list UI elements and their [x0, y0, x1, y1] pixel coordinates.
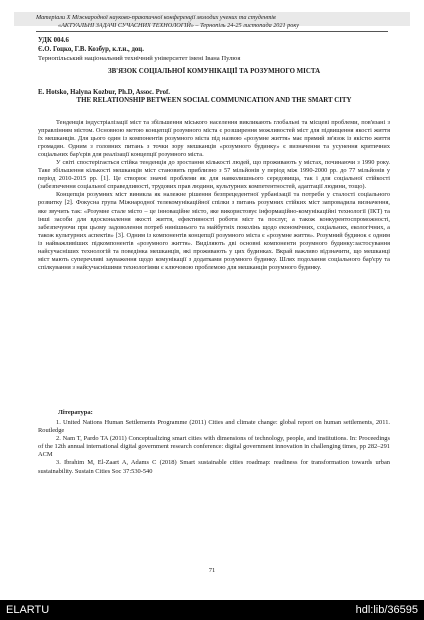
paragraph: Концепція розумних міст виникла як належне рішення безпрецедентної урбанізації та потреби у сталості соціального розвитку [2]. Фокусна група Міжнародної телекомунікаційної спілки з питань розумних стійких міст запровадила визначення, яке звучить так: «Розумне стале місто – це інноваційне місто, яке використовує інформаційно-комунікаційні технології (ІКТ) та інші засоби для вдосконалення якості життя, ефективності роботи міст та послуг, а також конкурентоспроможності, забезпечуючи при цьому задоволення потреб нинішнього та майбутніх поколінь щодо економічних, соціальних, екологічних, а також культурних аспектів» [3]. Одним із компонентів концепції розумного міста є «розумне життя». Розумний будинок є одним із найважливіших підкомпонентів «розумного життя». Виділяють дві основні компоненти розумного будинку:застосування найсучасніших технологій та поведінка мешканців, які проживають у цих будинках. Вкрай важливо відзначити, що мешканці міст мають суперечливі зауваження щодо комунікації з додатками розумного будинку. Шлях подолання соціального бар'єру та спілкування з найсучаснішими технологіями є ключовою проблемою для мешканців розумного будинку.	[38, 191, 390, 271]
handle-link[interactable]: hdl:lib/36595	[355, 604, 418, 616]
reference-item: 2. Nam T, Pardo TA (2011) Conceptualizing smart cities with dimensions of technology, people, and institutions. In: Proceedings of the 12th annual international digital government research conference: digital government innovation in challenging times, pp 282–291 ACM	[38, 435, 390, 459]
references-list	[38, 419, 390, 476]
reference-item: 3. Ibrahim M, El-Zaart A, Adams C (2018) Smart sustainable cities roadmap: readiness for transformation towards urban sustainability. Sustain Cities Soc 37:530-540	[38, 459, 390, 475]
title-en: THE RELATIONSHIP BETWEEN SOCIAL COMMUNICATION AND THE SMART CITY	[76, 97, 352, 104]
header-divider	[36, 31, 388, 32]
conference-header-line1: Матеріали Х Міжнародної науково-практичної конференції молодих учених та студентів	[36, 14, 276, 21]
reference-item: 1. United Nations Human Settlements Programme (2011) Cities and climate change: global report on human settlements, 2011. Routledge	[38, 419, 390, 435]
article-body	[38, 119, 390, 272]
paragraph: Тенденція індустріалізації міст та збільшення міського населення викликають глобальні та місцеві проблеми, пов'язані з управлінням містом. Основною метою концепції розумного міста є розширення можливостей міст для підвищення якості життя їх мешканців. Для цього один із компонентів розумного міста під назвою «розумне життя» має прямий зв'язок із якістю життя громадян. Одним з головних питань з точки зору мешканців «розумного будинку» є визначення та усунення критичних соціальних бар'єрів для реалізації концепції розумного міста.	[38, 119, 390, 159]
authors-en: E. Hotsko, Halyna Kozbur, Ph.D, Assoc. Prof.	[38, 88, 170, 96]
udk-code: УДК 004.6	[38, 37, 69, 44]
references-title: Література:	[58, 409, 93, 416]
page-number: 71	[208, 567, 216, 574]
repository-name: ELARTU	[6, 604, 50, 616]
authors-ua: Є.О. Гоцко, Г.В. Козбур, к.т.н., доц.	[38, 45, 144, 53]
paragraph: У світі спостерігається стійка тенденція до зростання кількості людей, що проживають у містах, починаючи з 1990 року. Таке збільшення кількості мешканців міст становить приблизно з 57 мільйонів у період між 1990-2000 рр. до 77 мільйонів у період 2010-2015 рр. [1]. Це створює значні проблеми як для навколишнього середовища, так і для соціальної стійкості (забезпечення соціальної справедливості, трудових прав людини, культурних компетентностей, адаптації людини, тощо).	[38, 159, 390, 191]
conference-header	[36, 14, 396, 29]
conference-header-line2: «АКТУАЛЬНІ ЗАДАЧІ СУЧАСНИХ ТЕХНОЛОГІЙ» – Тернопіль 24-25 листопада 2021 року	[58, 21, 299, 29]
affiliation: Тернопільський національний технічний університет імені Івана Пулюя	[38, 54, 241, 62]
title-ua: ЗВ'ЯЗОК СОЦІАЛЬНОЇ КОМУНІКАЦІЇ ТА РОЗУМНОГО МІСТА	[107, 68, 321, 75]
repository-footer	[0, 600, 424, 620]
